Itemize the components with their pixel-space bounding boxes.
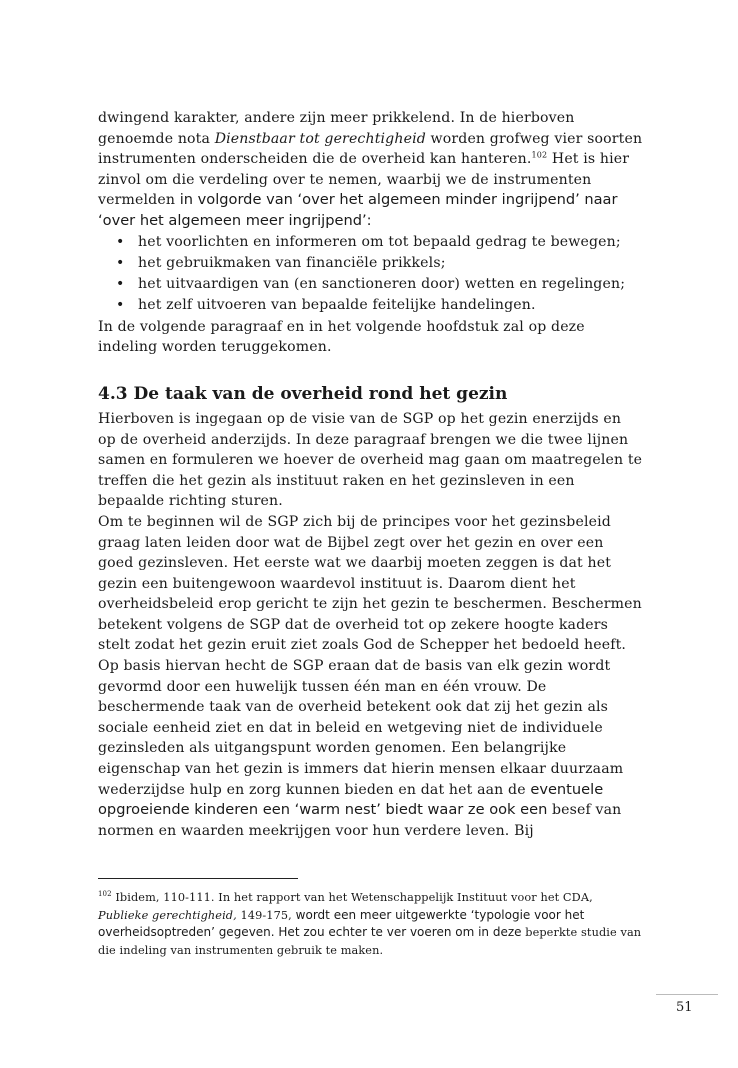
list-item xyxy=(116,253,643,274)
footnote-text: beperkte studie van die indeling van instrumenten gebruik te maken. xyxy=(98,926,642,957)
list-item xyxy=(116,295,643,316)
section-paragraph-1 xyxy=(98,409,643,512)
after-list-paragraph: In de volgende paragraaf en in het volgende hoofdstuk zal op deze indeling worden teruggekomen. xyxy=(98,318,585,356)
instrument-list xyxy=(98,232,643,317)
list-item-text: het voorlichten en informeren om tot bepaald gedrag te bewegen; xyxy=(138,233,621,250)
paragraph-text: Om te beginnen wil de SGP zich bij de principes voor het gezinsbeleid graag laten leiden door wat de Bijbel zegt over het gezin en over een goed gezinsleven. Het eerste wat we daarbij moeten zeggen is dat het gezin een buitengewoon waardevol instituut is. Daarom dient het overheidsbeleid erop gericht te zijn het gezin te beschermen. Beschermen betekent volgens de SGP dat de overheid tot op zekere hoogte kaders stelt zodat het gezin eruit ziet zoals God de Schepper het bedoeld heeft. Op basis hiervan hecht de SGP eraan dat de basis van elk gezin wordt gevormd door een huwelijk tussen één man en één vrouw. De beschermende taak van de overheid betekent ook dat zij het gezin als sociale eenheid ziet en dat in beleid en wetgeving niet de individuele gezinsleden als uitgangspunt worden genomen. Een belangrijke eigenschap van het gezin is immers dat hierin mensen elkaar duurzaam wederzijdse hulp en zorg kunnen bieden en dat het aan de xyxy=(98,513,642,798)
list-item-text: het uitvaardigen van (en sanctioneren door) wetten en regelingen; xyxy=(138,276,626,293)
list-item-text: het gebruikmaken van financiële prikkels; xyxy=(138,254,446,271)
paragraph-text: Hierboven is ingegaan op de visie van de SGP op het gezin enerzijds en op de overheid anderzijds. In deze paragraaf brengen we die twee lijnen samen en formuleren we hoever de overheid mag gaan om maatregelen te treffen die het gezin als instituut raken en het gezinsleven in een bepaalde richting sturen. xyxy=(98,410,643,510)
footnote-text: 149-175, xyxy=(236,908,292,922)
intro-text: in volgorde van ‘over het algemeen minder ingrijpend’ naar ‘over het algemeen meer ingrijpend’: xyxy=(98,191,618,229)
list-item-text: het zelf uitvoeren van bepaalde feitelijke handelingen. xyxy=(138,297,536,314)
paragraph-text: besef van normen en waarden meekrijgen voor hun verdere leven. Bij xyxy=(98,802,622,839)
page-body xyxy=(98,108,643,841)
bullet-icon: • xyxy=(116,254,125,271)
document-title-reference: Dienstbaar tot gerechtigheid xyxy=(214,130,426,147)
list-item xyxy=(116,232,643,253)
section-heading: 4.3 De taak van de overheid rond het gezin xyxy=(98,383,508,404)
paragraph-text: eventuele opgroeiende kinderen een ‘warm nest’ biedt waar ze ook een xyxy=(98,780,604,819)
footnote xyxy=(98,889,643,959)
footnote-title: Publieke gerechtigheid, xyxy=(98,908,237,922)
page-number: 51 xyxy=(676,1000,693,1015)
bullet-icon: • xyxy=(116,276,125,293)
intro-text: Het is hier zinvol om die verdeling over te nemen, waarbij we de instrumenten vermelden xyxy=(98,151,630,209)
footnote-text: wordt een meer uitgewerkte ‘typologie voor het overheidsoptreden’ gegeven. Het zou echter te ver voeren om in deze xyxy=(98,907,585,939)
page-number-divider xyxy=(656,994,718,995)
bullet-icon: • xyxy=(116,297,125,314)
footnote-text: Ibidem, 110-111. In het rapport van het Wetenschappelijk Instituut voor het CDA, xyxy=(111,891,593,904)
intro-paragraph xyxy=(98,108,643,232)
footnote-number: 102 xyxy=(98,890,112,899)
section-paragraph-2 xyxy=(98,512,643,842)
list-item xyxy=(116,274,643,295)
footnote-reference: 102 xyxy=(531,150,548,160)
bullet-icon: • xyxy=(116,233,125,250)
intro-text: worden grofweg vier soorten instrumenten onderscheiden die de overheid kan hanteren. xyxy=(98,130,643,168)
intro-text: dwingend karakter, andere zijn meer prikkelend. In de hierboven genoemde nota xyxy=(98,110,575,147)
footnote-divider xyxy=(98,878,298,879)
